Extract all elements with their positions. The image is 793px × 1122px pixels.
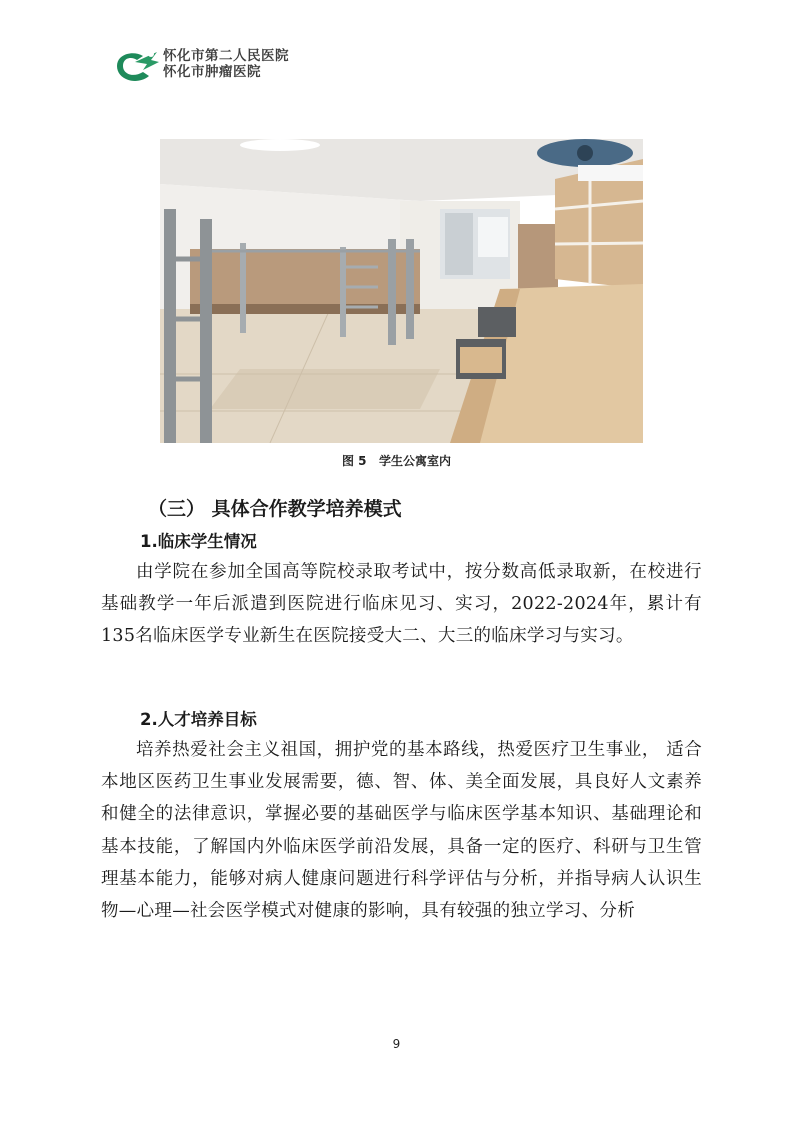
subsection-title-clinical-students: 1.临床学生情况 xyxy=(140,532,257,551)
section-heading: （三） 具体合作教学培养模式 xyxy=(148,498,402,520)
page-number: 9 xyxy=(392,1037,401,1051)
hospital-name-secondary: 怀化市肿瘤医院 xyxy=(163,64,261,80)
paragraph-clinical-students: 由学院在参加全国高等院校录取考试中，按分数高低录取新，在校进行基础教学一年后派遣到医院进行临床见习、实习，2022-2024年，累计有135名临床医学专业新生在医院接受大二、大三的临床学习与实习。 xyxy=(101,562,702,647)
hospital-emblem-icon xyxy=(113,48,161,84)
subsection-title-training-goals: 2.人才培养目标 xyxy=(140,710,257,729)
paragraph-training-goals: 培养热爱社会主义祖国，拥护党的基本路线，热爱医疗卫生事业， 适合本地区医药卫生事业发展需要，德、智、体、美全面发展，具良好人文素养和健全的法律意识，掌握必要的基础医学与临床医学基本知识、基础理论和基本技能，了解国内外临床医学前沿发展，具备一定的医疗、科研与卫生管理基本能力，能够对病人健康问题进行科学评估与分析，并指导病人认识生物—心理—社会医学模式对健康的影响，具有较强的独立学习、分析 xyxy=(101,740,702,922)
dormitory-photo xyxy=(160,139,643,443)
hospital-name-primary: 怀化市第二人民医院 xyxy=(163,48,289,64)
figure-caption: 图 5 学生公寓室内 xyxy=(341,454,452,468)
